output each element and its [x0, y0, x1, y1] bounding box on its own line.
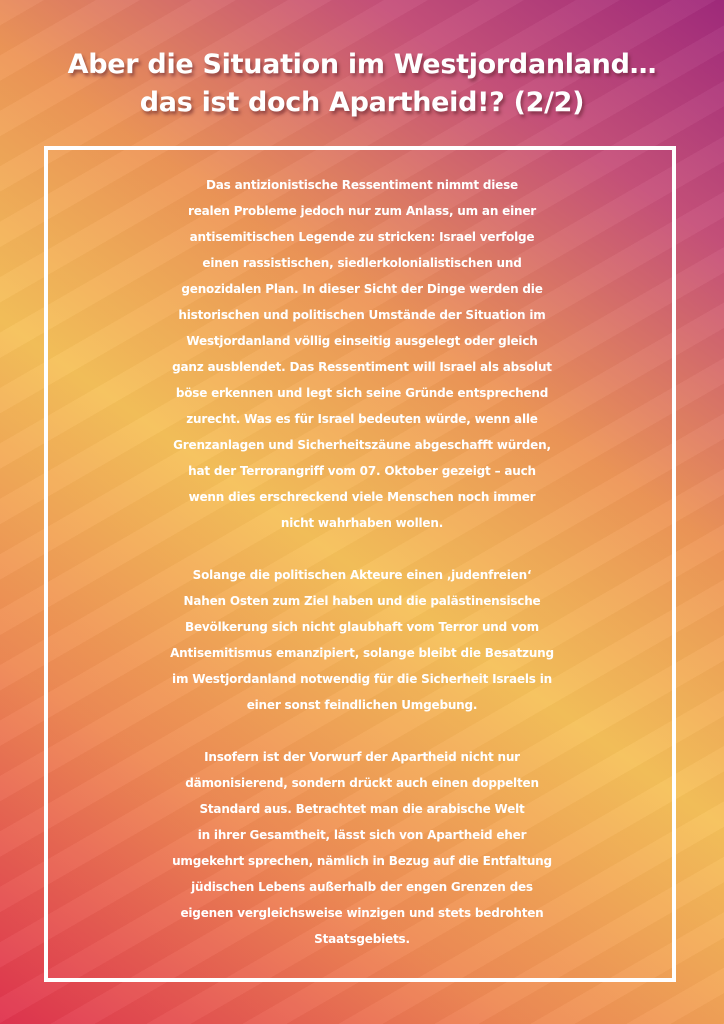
paragraph-line: jüdischen Lebens außerhalb der engen Grenzen des	[191, 880, 533, 894]
title-line-2: das ist doch Apartheid!? (2/2)	[139, 87, 585, 118]
paragraph-line: nicht wahrhaben wollen.	[280, 516, 444, 530]
paragraph-line: zurecht. Was es für Israel bedeuten würde, wenn alle	[186, 412, 538, 426]
paragraph-line: einer sonst feindlichen Umgebung.	[246, 698, 478, 712]
paragraph-line: antisemitischen Legende zu stricken: Israel verfolge	[189, 230, 535, 244]
paragraph-line: dämonisierend, sondern drückt auch einen doppelten	[185, 776, 539, 790]
paragraph-line: im Westjordanland notwendig für die Sicherheit Israels in	[172, 672, 552, 686]
paragraph-2	[52, 562, 672, 718]
paragraph-line: Insofern ist der Vorwurf der Apartheid nicht nur	[204, 750, 520, 764]
body-text	[52, 172, 672, 952]
paragraph-line: Bevölkerung sich nicht glaubhaft vom Terror und vom	[185, 620, 539, 634]
paragraph-line: böse erkennen und legt sich seine Gründe entsprechend	[175, 386, 549, 400]
paragraph-line: realen Probleme jedoch nur zum Anlass, um an einer	[187, 204, 536, 218]
paragraph-line: Antisemitismus emanzipiert, solange bleibt die Besatzung	[170, 646, 554, 660]
paragraph-line: Staatsgebiets.	[314, 932, 410, 946]
paragraph-line: Standard aus. Betrachtet man die arabische Welt	[199, 802, 525, 816]
paragraph-line: genozidalen Plan. In dieser Sicht der Dinge werden die	[181, 282, 543, 296]
paragraph-line: Westjordanland völlig einseitig ausgelegt oder gleich	[186, 334, 538, 348]
paragraph-line: Das antizionistische Ressentiment nimmt diese	[206, 178, 518, 192]
paragraph-line: ganz ausblendet. Das Ressentiment will Israel als absolut	[172, 360, 552, 374]
paragraph-line: Grenzanlagen und Sicherheitszäune abgeschafft würden,	[173, 438, 551, 452]
paragraph-line: einen rassistischen, siedlerkolonialistischen und	[202, 256, 522, 270]
paragraph-1	[52, 172, 672, 536]
paragraph-line: in ihrer Gesamtheit, lässt sich von Apartheid eher	[197, 828, 527, 842]
paragraph-line: eigenen vergleichsweise winzigen und stets bedrohten	[180, 906, 544, 920]
paragraph-line: umgekehrt sprechen, nämlich in Bezug auf die Entfaltung	[172, 854, 552, 868]
paragraph-line: Solange die politischen Akteure einen ‚judenfreien‘	[192, 568, 532, 582]
paragraph-line: Nahen Osten zum Ziel haben und die palästinensische	[183, 594, 541, 608]
paragraph-line: historischen und politischen Umstände der Situation im	[178, 308, 546, 322]
paragraph-3	[52, 744, 672, 952]
paragraph-line: wenn dies erschreckend viele Menschen noch immer	[188, 490, 536, 504]
title-line-1: Aber die Situation im Westjordanland…	[67, 49, 657, 80]
page-title	[20, 46, 704, 122]
paragraph-line: hat der Terrorangriff vom 07. Oktober gezeigt – auch	[188, 464, 536, 478]
